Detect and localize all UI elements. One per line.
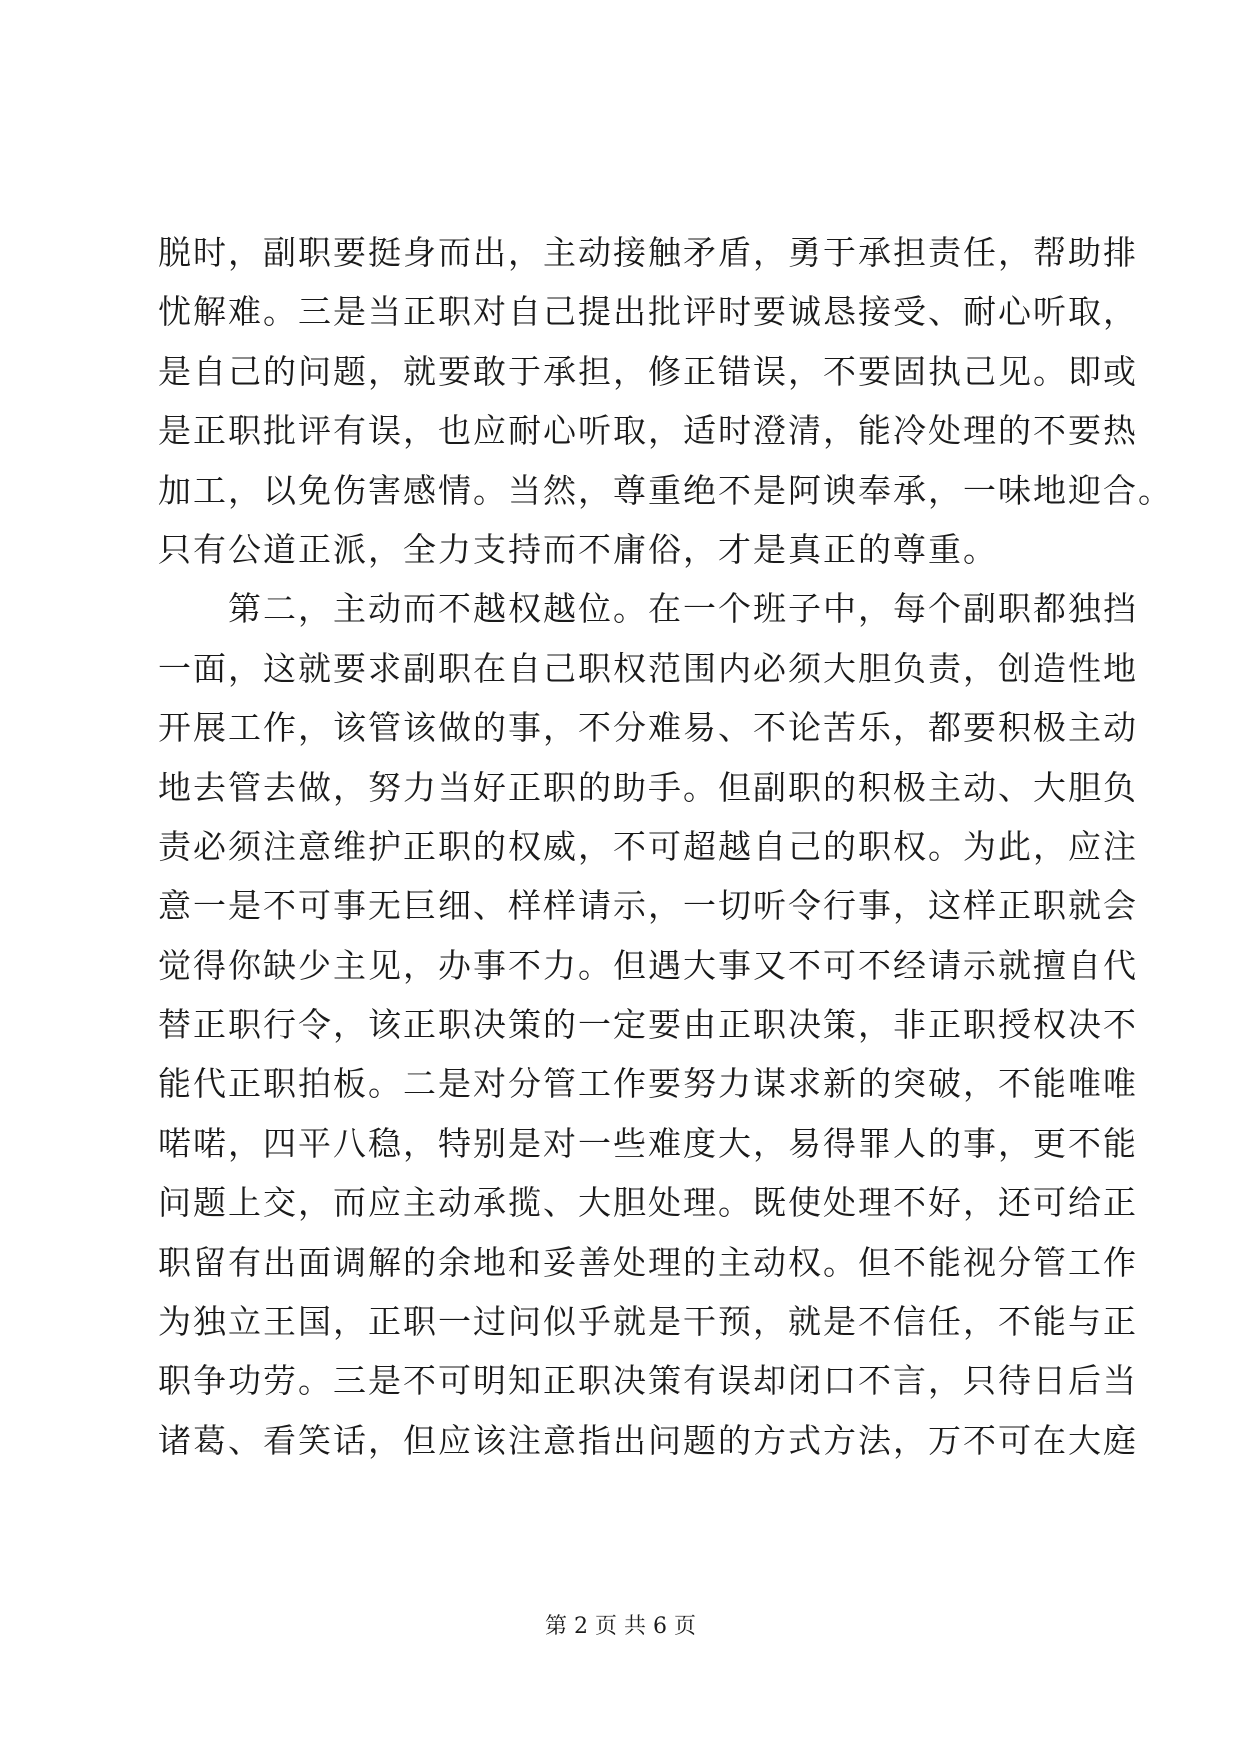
text-line: 加工，以免伤害感情。当然，尊重绝不是阿谀奉承，一味地迎合。 (158, 470, 1173, 510)
text-line: 是正职批评有误，也应耐心听取，适时澄清，能冷处理的不要热 (158, 411, 1138, 451)
text-line: 只有公道正派，全力支持而不庸俗，才是真正的尊重。 (158, 529, 998, 569)
body-text (158, 228, 1173, 1475)
text-line: 替正职行令，该正职决策的一定要由正职决策，非正职授权决不 (158, 1005, 1138, 1045)
text-line: 能代正职拍板。二是对分管工作要努力谋求新的突破，不能唯唯 (158, 1064, 1138, 1104)
text-line: 是自己的问题，就要敢于承担，修正错误，不要固执己见。即或 (158, 351, 1138, 391)
text-line: 职争功劳。三是不可明知正职决策有误却闭口不言，只待日后当 (158, 1361, 1138, 1401)
text-line: 忧解难。三是当正职对自己提出批评时要诚恳接受、耐心听取， (158, 292, 1138, 332)
text-line: 一面，这就要求副职在自己职权范围内必须大胆负责，创造性地 (158, 648, 1138, 688)
text-line: 脱时，副职要挺身而出，主动接触矛盾，勇于承担责任，帮助排 (158, 233, 1138, 272)
text-line: 为独立王国，正职一过问似乎就是干预，就是不信任，不能与正 (158, 1302, 1138, 1342)
text-line: 职留有出面调解的余地和妥善处理的主动权。但不能视分管工作 (158, 1242, 1138, 1282)
text-line: 地去管去做，努力当好正职的助手。但副职的积极主动、大胆负 (158, 767, 1138, 807)
text-line: 诸葛、看笑话，但应该注意指出问题的方式方法，万不可在大庭 (158, 1420, 1138, 1460)
text-line: 开展工作，该管该做的事，不分难易、不论苦乐，都要积极主动 (158, 708, 1138, 748)
text-line: 觉得你缺少主见，办事不力。但遇大事又不可不经请示就擅自代 (158, 945, 1138, 985)
text-line: 问题上交，而应主动承揽、大胆处理。既使处理不好，还可给正 (158, 1183, 1138, 1223)
text-line: 意一是不可事无巨细、样样请示，一切听令行事，这样正职就会 (158, 886, 1138, 926)
text-line: 责必须注意维护正职的权威，不可超越自己的职权。为此，应注 (158, 826, 1138, 866)
text-line: 第二，主动而不越权越位。在一个班子中，每个副职都独挡 (158, 589, 1138, 629)
page-footer: 第 2 页 共 6 页 (545, 1614, 696, 1639)
text-line: 喏喏，四平八稳，特别是对一些难度大，易得罪人的事，更不能 (158, 1123, 1138, 1163)
